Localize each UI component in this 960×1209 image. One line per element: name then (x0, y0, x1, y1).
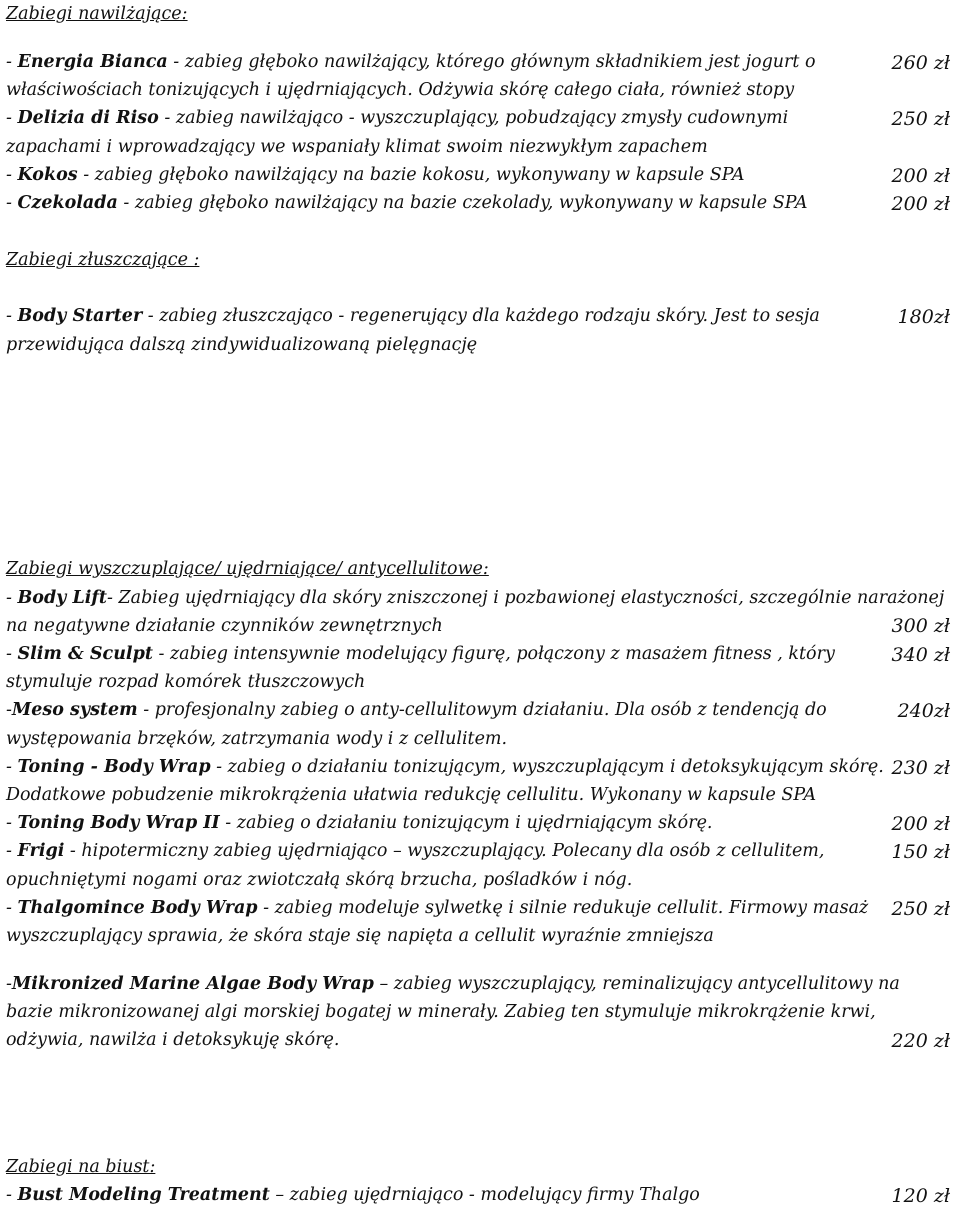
list-item-meso-system: -Meso system - profesjonalny zabieg o anty-cellulitowym działaniu. Dla osób z tendencją do (6, 700, 827, 720)
list-item-continuation: Dodatkowe pobudzenie mikrokrążenia ułatwia redukcję cellulitu. Wykonany w kapsule SPA (6, 785, 817, 805)
treatment-name: Thalgomince Body Wrap (17, 898, 258, 918)
list-item-czekolada: - Czekolada - zabieg głęboko nawilżający na bazie czekolady, wykonywany w kapsule SPA (6, 193, 808, 213)
list-item-energia-bianca: - Energia Bianca - zabieg głęboko nawilżający, którego głównym składnikiem jest jogurt o (6, 52, 816, 72)
price-kokos: 200 zł (891, 165, 950, 187)
treatment-name: Mikronized Marine Algae Body Wrap (11, 974, 374, 994)
treatment-name: Slim & Sculpt (17, 644, 153, 664)
treatment-name: Frigi (17, 841, 65, 861)
section-heading-slimming: Zabiegi wyszczuplające/ ujędrniające/ antycellulitowe: (6, 559, 489, 579)
list-item-frigi: - Frigi - hipotermiczny zabieg ujędrniająco – wyszczuplający. Polecany dla osób z cellulitem, (6, 841, 825, 861)
section-heading-bust: Zabiegi na biust: (6, 1157, 156, 1177)
price-czekolada: 200 zł (891, 193, 950, 215)
price-toning-body-wrap: 230 zł (891, 757, 950, 779)
price-toning-body-wrap-ii: 200 zł (891, 813, 950, 835)
price-delizia-di-riso: 250 zł (891, 108, 950, 130)
treatment-name: Bust Modeling Treatment (17, 1185, 270, 1205)
list-item-body-starter: - Body Starter - zabieg złuszczająco - regenerujący dla każdego rodzaju skóry. Jest to sesja (6, 306, 820, 326)
list-item-continuation: na negatywne działanie czynników zewnętrznych (6, 616, 443, 636)
treatment-name: Czekolada (17, 193, 118, 213)
section-heading-exfoliating: Zabiegi złuszczające : (6, 250, 200, 270)
price-mikronized-marine-algae: 220 zł (891, 1030, 950, 1052)
treatment-name: Energia Bianca (17, 52, 168, 72)
list-item-body-lift: - Body Lift- Zabieg ujędrniający dla skóry zniszczonej i pozbawionej elastyczności, szczególnie narażonej (6, 588, 945, 608)
treatment-name: Toning - Body Wrap (17, 757, 211, 777)
price-body-lift: 300 zł (891, 615, 950, 637)
list-item-toning-body-wrap-ii: - Toning Body Wrap II - zabieg o działaniu tonizującym i ujędrniającym skórę. (6, 813, 713, 833)
treatment-name: Kokos (17, 165, 78, 185)
list-item-continuation: przewidująca dalszą zindywidualizowaną pielęgnację (6, 335, 478, 355)
price-body-starter: 180zł (897, 306, 950, 328)
treatment-name: Meso system (11, 700, 138, 720)
list-item-bust-modeling: - Bust Modeling Treatment – zabieg ujędrniająco - modelujący firmy Thalgo (6, 1185, 700, 1205)
list-item-toning-body-wrap: - Toning - Body Wrap - zabieg o działaniu tonizującym, wyszczuplającym i detoksykującym skórę. (6, 757, 884, 777)
price-frigi: 150 zł (891, 841, 950, 863)
price-energia-bianca: 260 zł (891, 52, 950, 74)
list-item-continuation: stymuluje rozpad komórek tłuszczowych (6, 672, 366, 692)
treatment-name: Toning Body Wrap II (17, 813, 220, 833)
price-meso-system: 240zł (897, 700, 950, 722)
price-slim-sculpt: 340 zł (891, 644, 950, 666)
list-item-delizia-di-riso: - Delizia di Riso - zabieg nawilżająco - wyszczuplający, pobudzający zmysły cudownymi (6, 108, 789, 128)
list-item-kokos: - Kokos - zabieg głęboko nawilżający na bazie kokosu, wykonywany w kapsule SPA (6, 165, 745, 185)
list-item-continuation: zapachami i wprowadzający we wspaniały klimat swoim niezwykłym zapachem (6, 137, 708, 157)
list-item-continuation: właściwościach tonizujących i ujędrniających. Odżywia skórę całego ciała, również stopy (6, 80, 795, 100)
treatment-name: Delizia di Riso (17, 108, 159, 128)
treatment-name: Body Lift (17, 588, 108, 608)
list-item-thalgomince: - Thalgomince Body Wrap - zabieg modeluje sylwetkę i silnie redukuje cellulit. Firmowy masaż (6, 898, 869, 918)
list-item-mikronized-marine-algae: -Mikronized Marine Algae Body Wrap – zabieg wyszczuplający, reminalizujący antycellulitowy na (6, 974, 900, 994)
list-item-continuation: odżywia, nawilża i detoksykuję skórę. (6, 1030, 340, 1050)
section-heading-moisturizing: Zabiegi nawilżające: (6, 4, 188, 24)
list-item-continuation: występowania brzęków, zatrzymania wody i z cellulitem. (6, 729, 508, 749)
price-bust-modeling: 120 zł (891, 1185, 950, 1207)
list-item-continuation: wyszczuplający sprawia, że skóra staje się napięta a cellulit wyraźnie zmniejsza (6, 926, 714, 946)
list-item-slim-sculpt: - Slim & Sculpt - zabieg intensywnie modelujący figurę, połączony z masażem fitness , który (6, 644, 835, 664)
list-item-continuation: opuchniętymi nogami oraz zwiotczałą skórą brzucha, pośladków i nóg. (6, 870, 633, 890)
list-item-continuation: bazie mikronizowanej algi morskiej bogatej w minerały. Zabieg ten stymuluje mikrokrążenie krwi, (6, 1002, 876, 1022)
treatment-name: Body Starter (17, 306, 143, 326)
price-thalgomince: 250 zł (891, 898, 950, 920)
